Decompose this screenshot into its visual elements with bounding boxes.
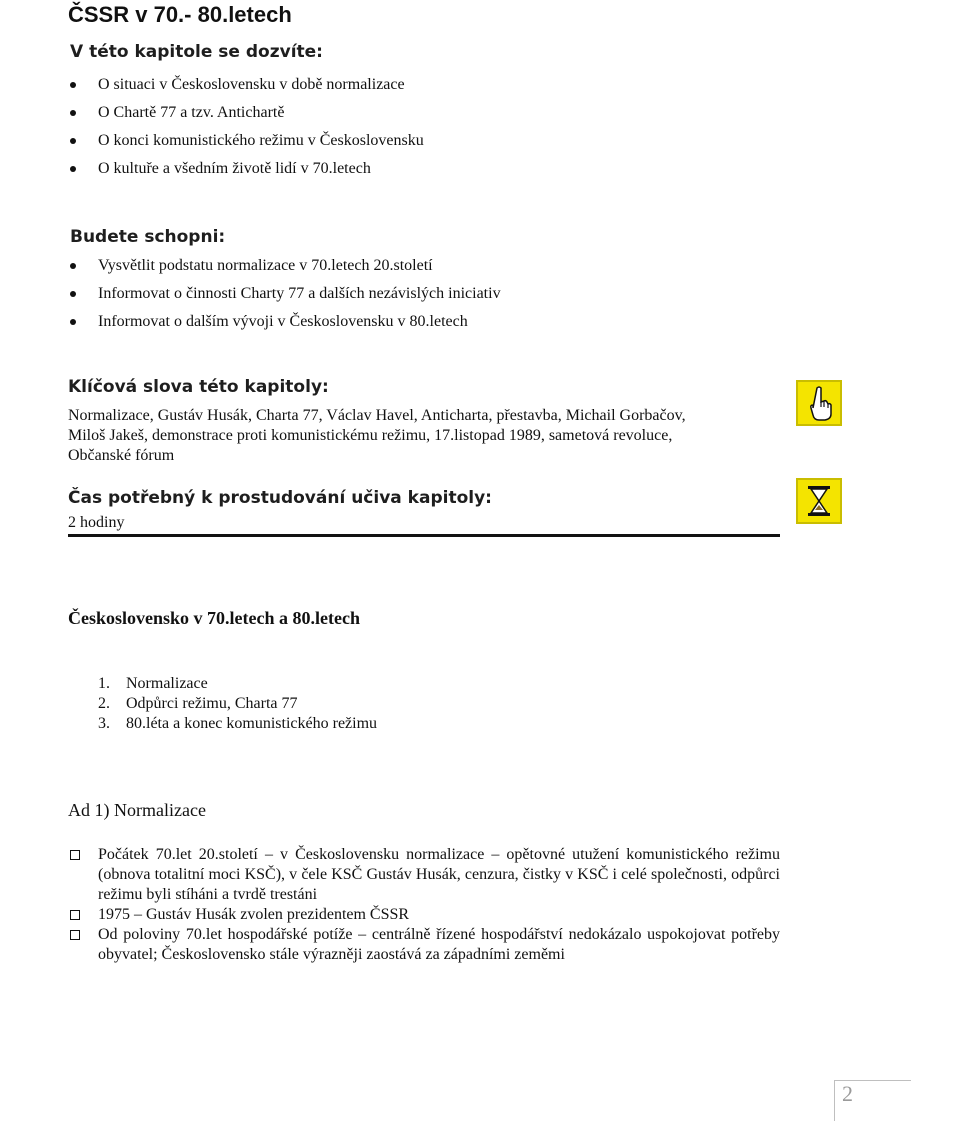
list-item: O kultuře a všedním životě lidí v 70.letech	[70, 159, 424, 187]
skills-list	[70, 256, 501, 340]
keywords-text: Normalizace, Gustáv Husák, Charta 77, Václav Havel, Anticharta, přestavba, Michail Gorbačov, Miloš Jakeš, demonstrace proti komunistickému režimu, 17.listopad 1989, sametová revoluce, Občanské fórum	[68, 407, 686, 464]
bullet-icon	[70, 138, 76, 144]
bullet-icon	[70, 82, 76, 88]
page-number: 2	[842, 1081, 853, 1106]
checkbox-bullet-icon	[70, 930, 80, 940]
list-item: Počátek 70.let 20.století – v Československu normalizace – opětovné utužení komunistického režimu (obnova totalitní moci KSČ), v čele KSČ Gustáv Husák, cenzura, čistky v KSČ i celé společnosti, odpůrci režimu byli stíháni a tvrdě trestáni	[68, 845, 780, 905]
section-heading: Československo v 70.letech a 80.letech	[68, 608, 360, 628]
toc-item: 2. Odpůrci režimu, Charta 77	[98, 695, 298, 712]
hourglass-icon	[796, 478, 842, 524]
bullet-icon	[70, 319, 76, 325]
ad1-heading: Ad 1) Normalizace	[68, 800, 206, 820]
toc-item: 1. Normalizace	[98, 675, 208, 692]
objectives-heading: V této kapitole se dozvíte:	[70, 42, 323, 62]
keywords-heading: Klíčová slova této kapitoly:	[68, 377, 329, 397]
list-item: Informovat o činnosti Charty 77 a dalších nezávislých iniciativ	[70, 284, 501, 312]
list-item: Informovat o dalším vývoji v Československu v 80.letech	[70, 312, 501, 340]
study-time-heading: Čas potřebný k prostudování učiva kapitoly:	[68, 488, 492, 508]
list-item: 1975 – Gustáv Husák zvolen prezidentem ČSSR	[68, 905, 780, 925]
bullet-icon	[70, 166, 76, 172]
section-divider	[68, 534, 780, 537]
page-title: ČSSR v 70.- 80.letech	[68, 2, 292, 27]
toc-item: 3. 80.léta a konec komunistického režimu	[98, 715, 378, 732]
list-item: O konci komunistického režimu v Československu	[70, 131, 424, 159]
list-item: Vysvětlit podstatu normalizace v 70.letech 20.století	[70, 256, 501, 284]
checkbox-bullet-icon	[70, 850, 80, 860]
list-item: O situaci v Československu v době normalizace	[70, 75, 424, 103]
section-toc	[98, 674, 377, 734]
list-item: Od poloviny 70.let hospodářské potíže – centrálně řízené hospodářství nedokázalo uspokojovat potřeby obyvatel; Československo stále výrazněji zaostává za západními zeměmi	[68, 925, 780, 965]
skills-heading: Budete schopni:	[70, 227, 226, 247]
bullet-icon	[70, 291, 76, 297]
bullet-icon	[70, 263, 76, 269]
checkbox-bullet-icon	[70, 910, 80, 920]
ad1-list	[68, 845, 780, 965]
objectives-list	[70, 75, 424, 187]
list-item: O Chartě 77 a tzv. Antichartě	[70, 103, 424, 131]
pointing-finger-icon	[796, 380, 842, 426]
bullet-icon	[70, 110, 76, 116]
study-time-value: 2 hodiny	[68, 514, 125, 531]
